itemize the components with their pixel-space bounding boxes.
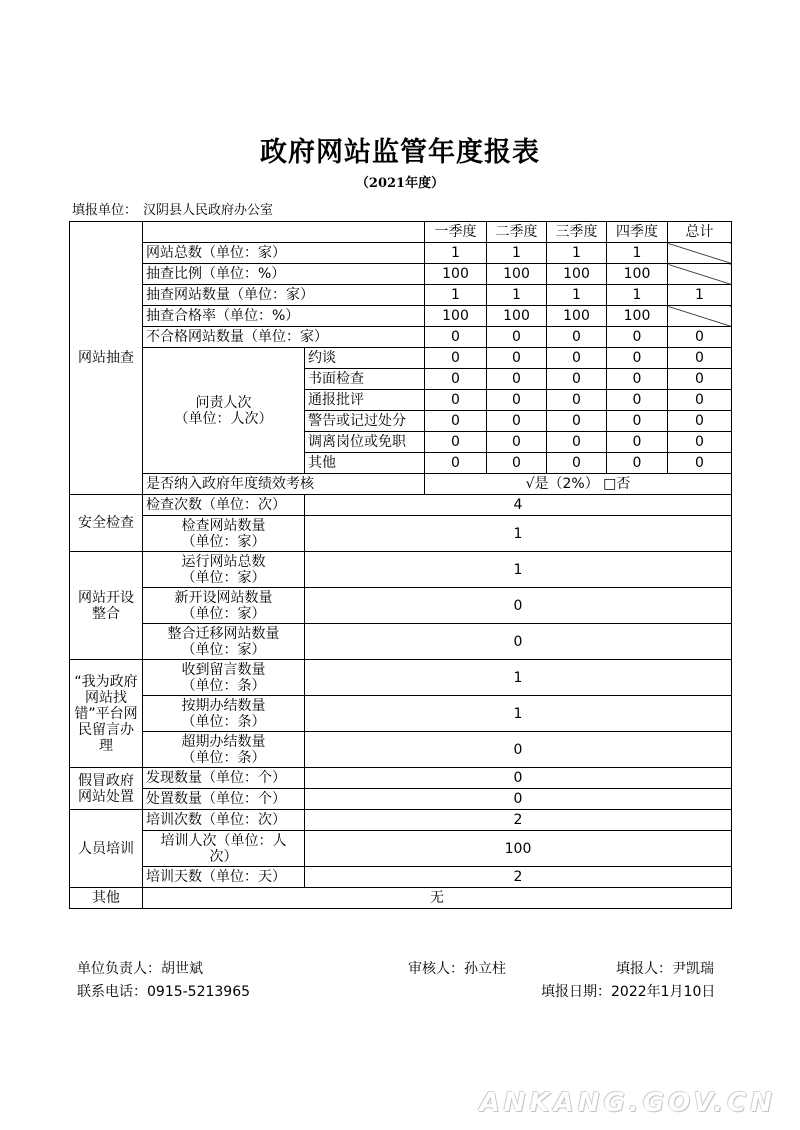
accountability-value: 0	[607, 369, 668, 390]
accountability-type: 书面检查	[305, 369, 425, 390]
spot-row-value: 100	[607, 264, 668, 285]
row-value: 2	[305, 810, 732, 831]
spot-row-value: 0	[668, 327, 732, 348]
accountability-type: 约谈	[305, 348, 425, 369]
filler-unit-label: 填报单位：	[72, 203, 138, 218]
header-quarter: 四季度	[607, 222, 668, 243]
row-value: 2	[305, 867, 732, 888]
spot-row-value: 1	[547, 285, 607, 306]
row-label-line1: 超期办结数量	[181, 733, 266, 750]
row-label	[143, 768, 305, 789]
row-label-line1: 检查次数（单位：次）	[146, 497, 286, 513]
row-label-line2: （单位：家）	[181, 605, 266, 622]
row-label-line2: （单位：条）	[181, 677, 266, 694]
spot-row-value: 1	[487, 243, 547, 264]
accountability-value: 0	[547, 348, 607, 369]
row-label-line2: （单位：条）	[181, 713, 266, 730]
row-label-line2: （单位：家）	[181, 641, 266, 658]
row-value: 1	[305, 696, 732, 732]
header-quarter: 三季度	[547, 222, 607, 243]
row-label-line1: 新开设网站数量	[174, 589, 273, 606]
accountability-value: 0	[425, 453, 487, 474]
row-label-line1: 检查网站数量	[181, 517, 266, 534]
accountability-value: 0	[487, 453, 547, 474]
accountability-type: 通报批评	[305, 390, 425, 411]
footer-filler: 填报人：尹凯瑞	[616, 961, 714, 977]
row-value: 0	[305, 768, 732, 789]
row-label-line2: 次）	[209, 848, 238, 865]
spot-row	[70, 306, 732, 327]
spot-row-value: 1	[547, 243, 607, 264]
header-quarter: 二季度	[487, 222, 547, 243]
accountability-value: 0	[668, 348, 732, 369]
error-platform-row	[70, 696, 732, 732]
spot-row-value: 100	[487, 264, 547, 285]
spot-row-value: 0	[547, 327, 607, 348]
row-label	[143, 495, 305, 516]
row-label	[143, 552, 305, 588]
row-label-line1: 处置数量（单位：个）	[146, 791, 286, 807]
row-label-line1: 培训次数（单位：次）	[146, 812, 286, 828]
accountability-label-line2: （单位：人次）	[174, 410, 273, 427]
page-subtitle: （2021年度）	[355, 176, 445, 191]
footer-reviewer: 审核人：孙立柱	[408, 961, 506, 977]
spot-row-value: 1	[607, 243, 668, 264]
spot-row-value: 1	[487, 285, 547, 306]
spot-row	[70, 285, 732, 306]
section-counterfeit: 假冒政府网站处置	[70, 768, 143, 810]
accountability-value: 0	[668, 411, 732, 432]
accountability-label-line1: 问责人次	[195, 394, 252, 411]
other-row	[70, 888, 732, 909]
row-label-line1: 按期办结数量	[181, 697, 266, 714]
spot-row-value: 0	[607, 327, 668, 348]
accountability-value: 0	[607, 390, 668, 411]
accountability-value: 0	[668, 432, 732, 453]
row-label-line2: （单位：家）	[181, 533, 266, 550]
security-row	[70, 495, 732, 516]
spot-row	[70, 327, 732, 348]
watermark-logo: ANKANG.GOV.CN	[479, 1088, 776, 1118]
row-label-line2: （单位：条）	[181, 749, 266, 766]
accountability-value: 0	[425, 390, 487, 411]
error-platform-row	[70, 660, 732, 696]
setup-row	[70, 552, 732, 588]
accountability-value: 0	[668, 390, 732, 411]
footer-phone: 联系电话：0915-5213965	[77, 984, 251, 1000]
spot-row-value: 100	[487, 306, 547, 327]
filler-unit-value: 汉阴县人民政府办公室	[143, 203, 274, 218]
row-value: 1	[305, 660, 732, 696]
spot-row-value: 100	[547, 306, 607, 327]
counterfeit-row	[70, 789, 732, 810]
row-value: 0	[305, 732, 732, 768]
footer-responsible: 单位负责人：胡世斌	[77, 961, 203, 977]
section-security: 安全检查	[70, 495, 143, 552]
spot-row-value: 100	[425, 264, 487, 285]
accountability-value: 0	[425, 348, 487, 369]
row-label-line1: 发现数量（单位：个）	[146, 770, 286, 786]
row-label-line1: 整合迁移网站数量	[167, 625, 280, 642]
empty-diagonal-cell	[668, 306, 732, 327]
accountability-type: 警告或记过处分	[305, 411, 425, 432]
performance-row	[70, 474, 732, 495]
spot-row-value: 0	[425, 327, 487, 348]
row-label	[143, 696, 305, 732]
row-label	[143, 810, 305, 831]
accountability-value: 0	[607, 411, 668, 432]
row-label	[143, 516, 305, 552]
row-label-line1: 运行网站总数	[181, 553, 266, 570]
accountability-type: 调离岗位或免职	[305, 432, 425, 453]
empty-diagonal-cell	[668, 243, 732, 264]
spot-row-value: 1	[425, 285, 487, 306]
counterfeit-row	[70, 768, 732, 789]
section-training: 人员培训	[70, 810, 143, 888]
spot-row-label: 网站总数（单位：家）	[143, 243, 425, 264]
row-value: 0	[305, 588, 732, 624]
accountability-value: 0	[487, 369, 547, 390]
report-table	[69, 221, 732, 909]
spot-row-value: 100	[607, 306, 668, 327]
section-other: 其他	[70, 888, 143, 909]
row-label	[143, 831, 305, 867]
accountability-type: 其他	[305, 453, 425, 474]
row-label	[143, 660, 305, 696]
row-label-line1: 培训人次（单位：人	[160, 832, 287, 849]
footer-date: 填报日期：2022年1月10日	[541, 984, 716, 1000]
accountability-value: 0	[547, 390, 607, 411]
accountability-value: 0	[487, 411, 547, 432]
accountability-value: 0	[425, 432, 487, 453]
row-value: 100	[305, 831, 732, 867]
accountability-value: 0	[607, 348, 668, 369]
row-value: 0	[305, 789, 732, 810]
spot-row-value: 1	[668, 285, 732, 306]
row-value: 1	[305, 516, 732, 552]
other-value: 无	[143, 888, 732, 909]
header-quarter: 总计	[668, 222, 732, 243]
empty-diagonal-cell	[668, 264, 732, 285]
row-label-line1: 收到留言数量	[181, 661, 266, 678]
setup-row	[70, 624, 732, 660]
accountability-value: 0	[547, 453, 607, 474]
spot-row-label: 抽查合格率（单位：%）	[143, 306, 425, 327]
spot-row-value: 100	[547, 264, 607, 285]
accountability-value: 0	[547, 369, 607, 390]
training-row	[70, 810, 732, 831]
performance-value: √是（2%） □否	[425, 474, 732, 495]
filler-unit	[72, 199, 279, 218]
setup-row	[70, 588, 732, 624]
row-label	[143, 789, 305, 810]
header-row	[70, 222, 732, 243]
row-value: 4	[305, 495, 732, 516]
row-label	[143, 867, 305, 888]
spot-row-value: 0	[487, 327, 547, 348]
header-quarter: 一季度	[425, 222, 487, 243]
section-setup: 网站开设整合	[70, 552, 143, 660]
section-spot-check: 网站抽查	[70, 222, 143, 495]
section-error-platform: “我为政府网站找错”平台网民留言办理	[70, 660, 143, 768]
accountability-value: 0	[547, 411, 607, 432]
accountability-value: 0	[425, 411, 487, 432]
spot-row-value: 100	[425, 306, 487, 327]
accountability-value: 0	[668, 453, 732, 474]
spot-row	[70, 264, 732, 285]
spot-row-label: 不合格网站数量（单位：家）	[143, 327, 425, 348]
training-row	[70, 831, 732, 867]
page-title: 政府网站监管年度报表	[260, 137, 540, 168]
accountability-value: 0	[425, 369, 487, 390]
accountability-value: 0	[607, 432, 668, 453]
row-value: 1	[305, 552, 732, 588]
spot-row	[70, 243, 732, 264]
security-row	[70, 516, 732, 552]
accountability-row	[70, 348, 732, 369]
accountability-value: 0	[668, 369, 732, 390]
spot-row-label: 抽查网站数量（单位：家）	[143, 285, 425, 306]
accountability-label	[143, 348, 305, 474]
row-label	[143, 732, 305, 768]
header-blank	[143, 222, 425, 243]
training-row	[70, 867, 732, 888]
accountability-value: 0	[607, 453, 668, 474]
row-label-line1: 培训天数（单位：天）	[146, 869, 286, 885]
spot-row-value: 1	[607, 285, 668, 306]
accountability-value: 0	[487, 432, 547, 453]
accountability-value: 0	[487, 390, 547, 411]
row-value: 0	[305, 624, 732, 660]
row-label-line2: （单位：家）	[181, 569, 266, 586]
spot-row-value: 1	[425, 243, 487, 264]
spot-row-label: 抽查比例（单位：%）	[143, 264, 425, 285]
error-platform-row	[70, 732, 732, 768]
accountability-value: 0	[547, 432, 607, 453]
performance-label: 是否纳入政府年度绩效考核	[143, 474, 425, 495]
accountability-value: 0	[487, 348, 547, 369]
row-label	[143, 624, 305, 660]
row-label	[143, 588, 305, 624]
